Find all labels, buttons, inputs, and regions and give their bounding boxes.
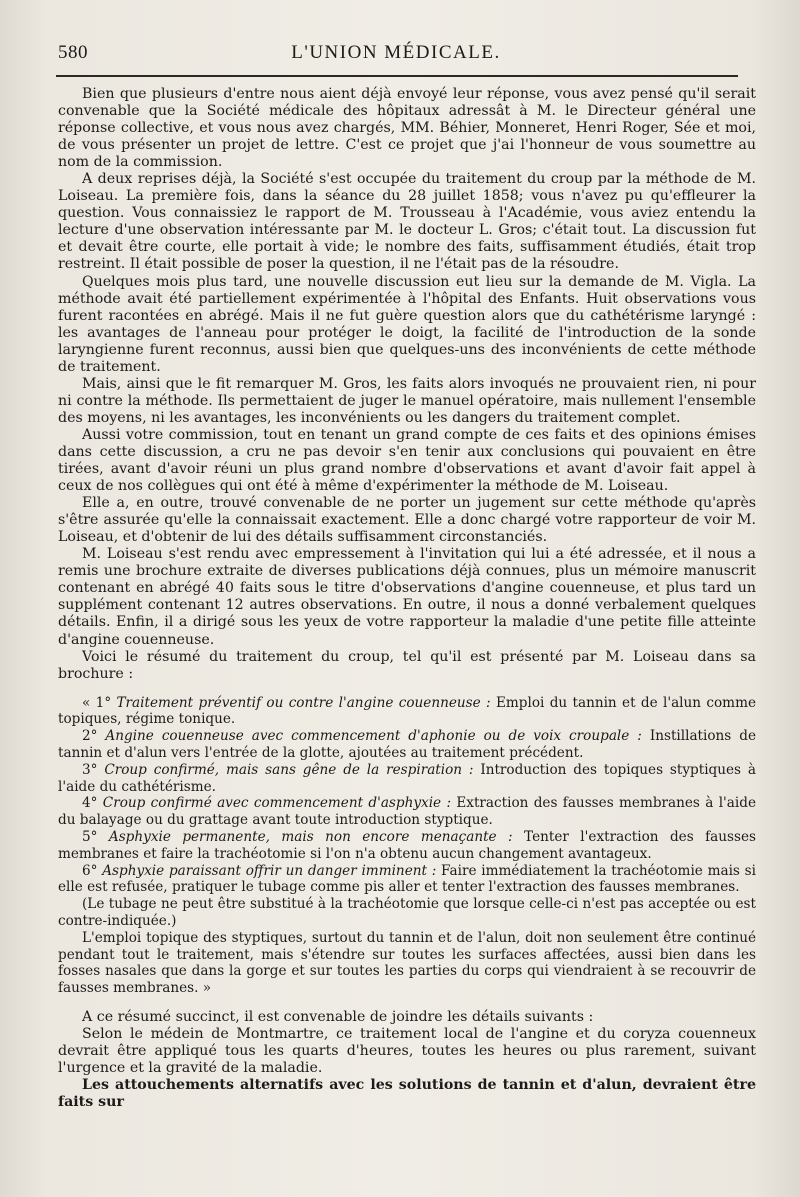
list-item <box>58 762 756 796</box>
list-item-text: Extraction des fausses membranes à l'aide du balayage ou du grattage avant toute introduction styptique. <box>58 795 756 829</box>
spacer <box>58 683 756 695</box>
paragraph: A ce résumé succinct, il est convenable de joindre les détails suivants : <box>82 1008 594 1025</box>
list-number: 4° <box>82 795 103 812</box>
paragraph: Voici le résumé du traitement du croup, tel qu'il est présenté par M. Loiseau dans sa brochure : <box>58 648 756 682</box>
paragraph: Elle a, en outre, trouvé convenable de ne porter un jugement sur cette méthode qu'après s'être assurée qu'elle la connaissait exactement. Elle a donc chargé votre rapporteur de voir M. Loiseau, et d'obtenir de lui des détails suffisamment circonstanciés. <box>58 495 756 546</box>
paragraph: Quelques mois plus tard, une nouvelle discussion eut lieu sur la demande de M. Vigla. La méthode avait été partiellement expérimentée à l'hôpital des Enfants. Huit observations vous furent racontées en abrégé. Mais il ne fut guère question alors que du cathétérisme laryngé : les avantages de l'anneau pour protéger le doigt, la facilité de l'introduction de la sonde laryngienne furent reconnus, aussi bien que quelques-uns des inconvénients de cette méthode de traitement. <box>58 273 756 375</box>
list-item <box>58 829 756 863</box>
paragraph: Les attouchements alternatifs avec les solutions de tannin et d'alun, devraient être faits sur <box>58 1077 756 1111</box>
header-rule <box>56 75 738 77</box>
list-number: 2° <box>82 728 106 745</box>
list-item-text: Introduction des topiques styptiques à l'aide du cathétérisme. <box>58 761 756 795</box>
list-note: (Le tubage ne peut être substitué à la trachéotomie que lorsque celle-ci n'est pas acceptée ou est contre-indiquée.) <box>58 896 756 929</box>
list-item-text: Instillations de tannin et d'alun vers l'entrée de la glotte, ajoutées au traitement précédent. <box>58 728 756 762</box>
paragraph: Bien que plusieurs d'entre nous aient déjà envoyé leur réponse, vous avez pensé qu'il serait convenable que la Société médicale des hôpitaux adressât à M. le Directeur général une réponse collective, et vous nous avez chargés, MM. Béhier, Monneret, Henri Roger, Sée et moi, de vous présenter un projet de lettre. C'est ce projet que j'ai l'honneur de vous soumettre au nom de la commission. <box>58 86 756 171</box>
paragraph: Selon le médein de Montmartre, ce traitement local de l'angine et du coryza couenneux devrait être appliqué tous les quarts d'heures, toutes les heures ou plus rarement, suivant l'urgence et la gravité de la maladie. <box>58 1026 756 1077</box>
journal-title: L'UNION MÉDICALE. <box>291 42 501 63</box>
list-item-title: Croup confirmé avec commencement d'asphyxie : <box>102 795 452 812</box>
list-item <box>58 695 756 729</box>
paragraph: M. Loiseau s'est rendu avec empressement à l'invitation qui lui a été adressée, et il nous a remis une brochure extraite de diverses publications déjà connues, plus un mémoire manuscrit contenant en abrégé 40 faits sous le titre d'observations d'angine couenneuse, et plus tard un supplément contenant 12 autres observations. En outre, il nous a donné verbalement quelques détails. Enfin, il a dirigé sous les yeux de votre rapporteur la maladie d'une petite fille atteinte d'angine couenneuse. <box>58 546 756 648</box>
list-item-text: Faire immédiatement la trachéotomie mais si elle est refusée, pratiquer le tubage comme pis aller et tenter l'extraction des fausses membranes. <box>58 862 756 896</box>
list-number: 5° <box>82 829 109 846</box>
paragraph: A deux reprises déjà, la Société s'est occupée du traitement du croup par la méthode de M. Loiseau. La première fois, dans la séance du 28 juillet 1858; vous n'avez pu qu'effleurer la question. Vous connaissiez le rapport de M. Trousseau à l'Académie, vous aviez entendu la lecture d'une observation intéressante par M. le docteur L. Gros; c'était tout. La discussion fut et devait être courte, elle portait à vide; le nombre des faits, suffisamment étudiés, était trop restreint. Il était possible de poser la question, il ne l'était pas de la résoudre. <box>58 171 756 273</box>
list-item-text: Emploi du tannin et de l'alun comme topiques, régime tonique. <box>58 694 757 728</box>
list-note: L'emploi topique des styptiques, surtout du tannin et de l'alun, doit non seulement être continué pendant tout le traitement, mais s'étendre sur toutes les surfaces affectées, aussi bien dans les fosses nasales que dans la gorge et sur toutes les parties du corps qui viendraient à se recouvrir de fausses membranes. » <box>58 929 756 997</box>
list-item <box>58 728 756 762</box>
list-number: 6° <box>82 862 103 879</box>
paragraph: Aussi votre commission, tout en tenant un grand compte de ces faits et des opinions émises dans cette discussion, a cru ne pas devoir s'en tenir aux conclusions qui pouvaient en être tirées, avant d'avoir réuni un plus grand nombre d'observations et avant d'avoir fait appel à ceux de nos collègues qui ont été à même d'expérimenter la méthode de M. Loiseau. <box>58 426 756 495</box>
page-number: 580 <box>58 42 88 63</box>
spacer <box>58 997 756 1009</box>
paragraph: Mais, ainsi que le fit remarquer M. Gros, les faits alors invoqués ne prouvaient rien, ni pour ni contre la méthode. Ils permettaient de juger le manuel opératoire, mais nullement l'ensemble des moyens, ni les avantages, les inconvénients ou les dangers du traitement complet. <box>58 375 756 426</box>
list-item-title: Asphyxie paraissant offrir un danger imminent : <box>102 862 437 879</box>
article-body <box>58 86 756 1111</box>
list-number: 3° <box>82 761 105 778</box>
list-item <box>58 863 756 897</box>
list-item-title: Traitement préventif ou contre l'angine couenneuse : <box>116 694 491 711</box>
page-header <box>54 38 738 70</box>
list-item-title: Croup confirmé, mais sans gêne de la respiration : <box>104 761 474 778</box>
list-item <box>58 795 756 829</box>
treatment-list <box>58 695 756 997</box>
list-number: « 1° <box>82 694 117 711</box>
list-item-title: Angine couenneuse avec commencement d'aphonie ou de voix croupale : <box>105 728 642 745</box>
list-item-text: Tenter l'extraction des fausses membranes et faire la trachéotomie si l'on n'a obtenu aucun changement avantageux. <box>58 829 756 862</box>
list-item-title: Asphyxie permanente, mais non encore menaçante : <box>108 829 513 846</box>
